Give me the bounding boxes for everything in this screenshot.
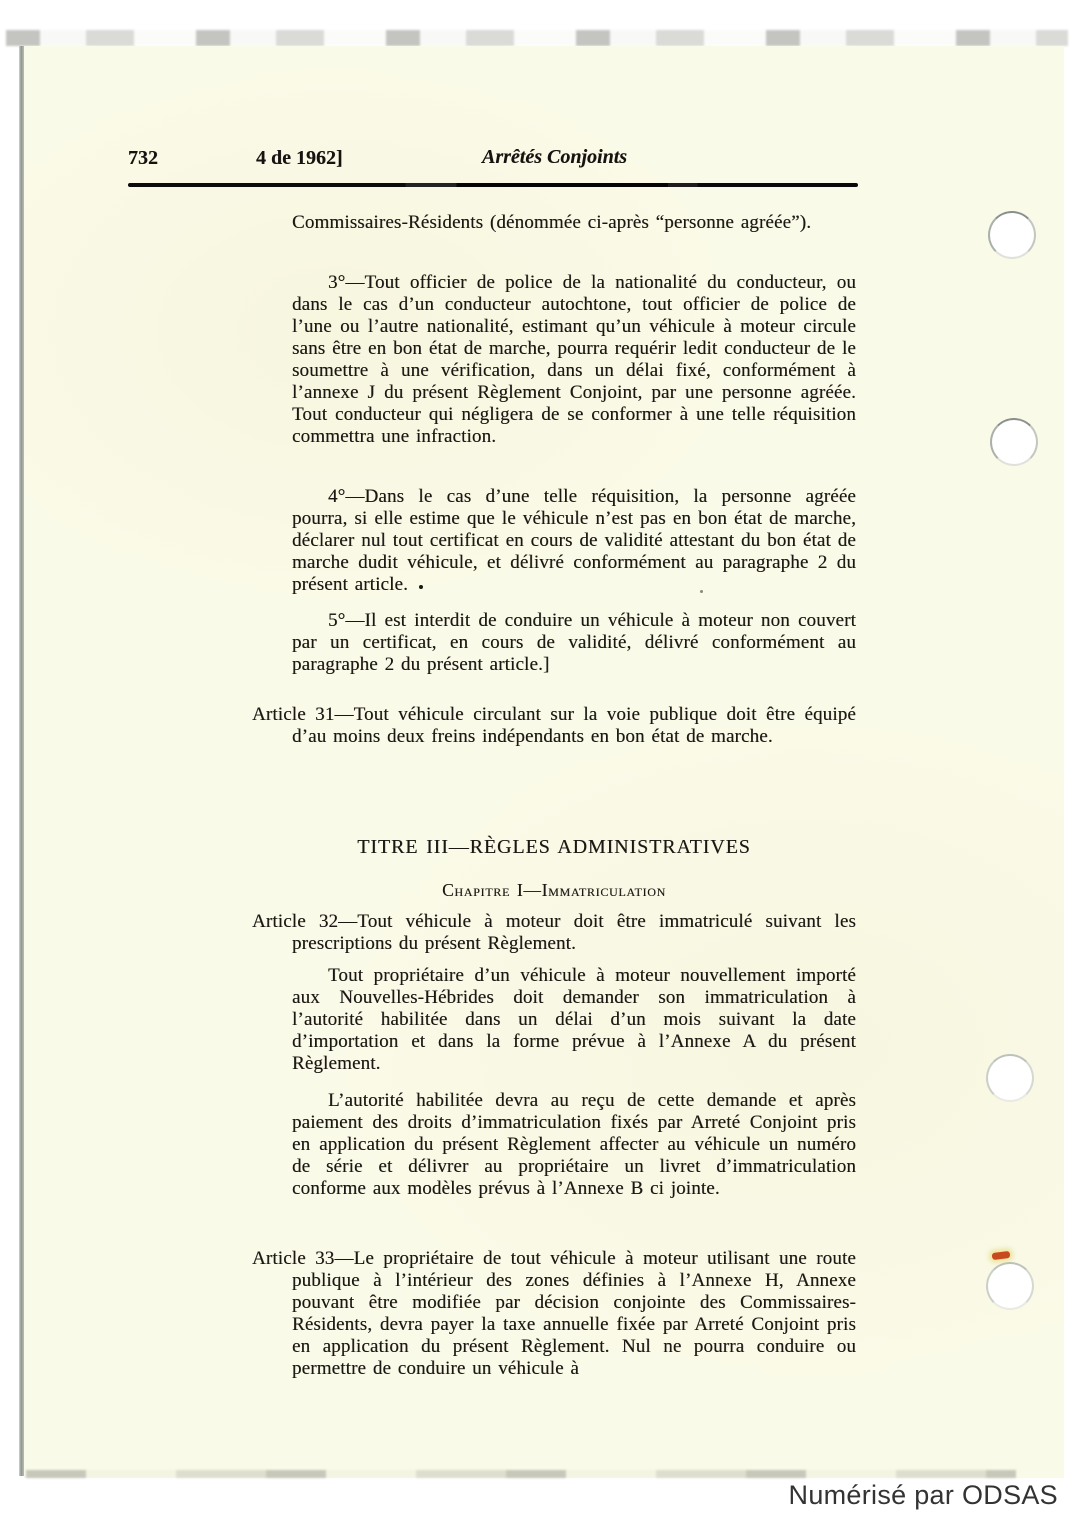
punch-hole-1 (988, 211, 1036, 259)
scan-speck (419, 585, 423, 589)
titre-iii-heading: TITRE III—RÈGLES ADMINISTRATIVES (357, 836, 751, 858)
paragraph-4: 4°—Dans le cas d’une telle réquisition, la personne agréée pourra, si elle estime que le véhicule n’est pas en bon état de marche, déclarer nul tout certificat en cours de validité attestant du bon état de marche dudit véhicule, et délivré conformément au paragraphe 2 du présent article. (292, 486, 856, 595)
punch-hole-4 (986, 1262, 1034, 1310)
paragraph-5: 5°—Il est interdit de conduire un véhicule à moteur non couvert par un certificat, en cours de validité, délivré conformément au paragraphe 2 du présent article.] (292, 610, 856, 675)
volume-reference: 4 de 1962] (256, 147, 343, 169)
header-rule (128, 183, 858, 187)
article-32: Article 32—Tout véhicule à moteur doit être immatriculé suivant les prescriptions du présent Règlement. (252, 911, 856, 954)
page-number: 732 (128, 147, 158, 169)
paragraph-32-proprietaire: Tout propriétaire d’un véhicule à moteur nouvellement importé aux Nouvelles-Hébrides doit demander son immatriculation à l’autorité habilitée dans un délai d’un mois suivant la date d’importation et dans la forme prévue à l’Annexe A du présent Règlement. (292, 965, 856, 1074)
paragraph-continuation: Commissaires-Résidents (dénommée ci-après “personne agréée”). (292, 212, 812, 233)
running-title: Arrêtés Conjoints (482, 146, 628, 168)
chapitre-i-heading: Chapitre I—Immatriculation (442, 880, 666, 900)
article-31: Article 31—Tout véhicule circulant sur la voie publique doit être équipé d’au moins deux freins indépendants en bon état de marche. (252, 704, 856, 747)
punch-hole-2 (990, 418, 1038, 466)
scan-top-edge-smudge (6, 30, 1068, 46)
page-left-edge-line (19, 46, 24, 1476)
paragraph-32-autorite: L’autorité habilitée devra au reçu de cette demande et après paiement des droits d’immatriculation fixés par Arreté Conjoint pris en application du présent Règlement affecter au véhicule un numéro de série et délivrer au propriétaire un livret d’immatriculation conforme aux modèles prévus à l’Annexe B ci jointe. (292, 1090, 856, 1199)
article-33: Article 33—Le propriétaire de tout véhicule à moteur utilisant une route publique à l’intérieur des zones définies à l’Annexe H, Annexe pouvant être modifiée par décision conjointe des Commissaires-Résidents, devra payer la taxe annuelle fixée par Arreté Conjoint pris en application du présent Règlement. Nul ne pourra conduire ou permettre de conduire un véhicule à (252, 1248, 856, 1379)
paragraph-3: 3°—Tout officier de police de la nationalité du conducteur, ou dans le cas d’un conducteur autochtone, tout officier de police de l’une ou l’autre nationalité, estimant qu’un véhicule à moteur circule sans être en bon état de marche, pourra requérir ledit conducteur de le soumettre à une vérification, dans un délai fixé, conformément à l’annexe J du présent Règlement Conjoint, par une personne agréée. Tout conducteur qui négligera de se conformer à une telle réquisition commettra une infraction. (292, 272, 856, 447)
punch-hole-3 (986, 1054, 1034, 1102)
scan-speck (700, 590, 703, 593)
scan-credit: Numérisé par ODSAS (788, 1480, 1058, 1510)
scan-bottom-edge-smudge (26, 1470, 1016, 1478)
